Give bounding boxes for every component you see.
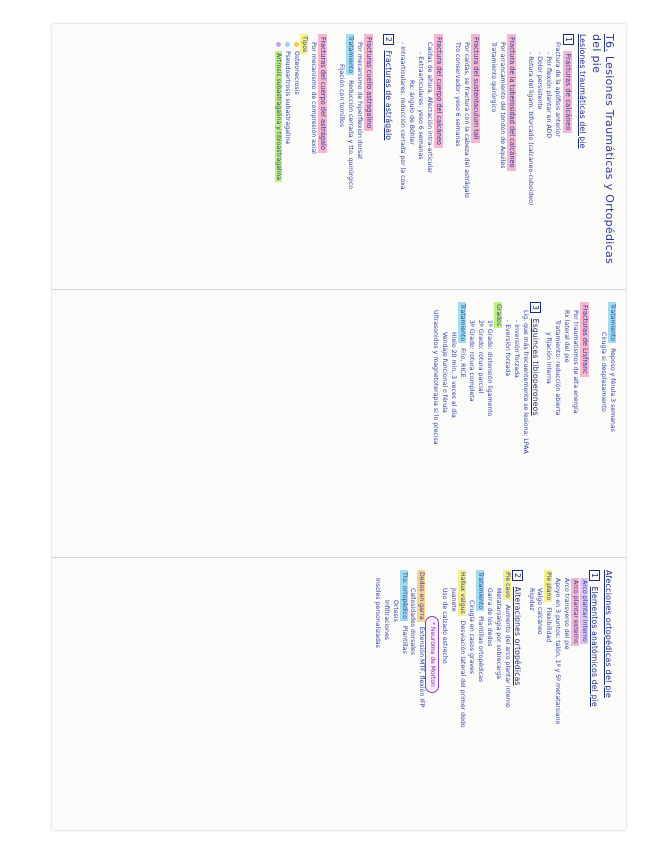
tag-label: Tratamiento bbox=[347, 36, 355, 74]
bullet-icon bbox=[285, 42, 290, 47]
subsection-heading-2 bbox=[512, 570, 523, 822]
text-line: Rx: ángulo de Böhler bbox=[407, 80, 415, 145]
highlight-heading: Fracturas cuello astragalino bbox=[364, 34, 373, 131]
subsection-title: Elementos anatómicos del pie bbox=[590, 586, 599, 707]
list-item: 3º Grado: rotura completa bbox=[468, 320, 476, 402]
tag-text: Arco plantar interno bbox=[581, 580, 588, 642]
text-line: y fijación interna bbox=[545, 332, 553, 384]
tag-label: Tratamiento bbox=[459, 304, 467, 342]
column-2 bbox=[52, 292, 626, 554]
section-number: 2 bbox=[512, 570, 523, 581]
text-line bbox=[425, 570, 439, 822]
section-heading: Lesiones traumáticas del pie bbox=[578, 34, 587, 149]
section-number: 1 bbox=[589, 570, 600, 581]
text-line: Uso de calzado estrecho bbox=[441, 588, 449, 664]
highlight-heading: Fractura del cuerpo del calcáneo bbox=[434, 34, 443, 148]
tag-label: Hallux valgus bbox=[459, 572, 467, 614]
subsection-heading-1 bbox=[562, 34, 574, 278]
text-line: Apoyo en 3 puntos: talón, 1º y 5º metatarsiano bbox=[554, 578, 562, 725]
page-fold-divider bbox=[52, 557, 626, 558]
text-line: Garra de los dedos bbox=[485, 588, 493, 647]
highlight-heading: Fracturas del cuerpo del astrágalo bbox=[318, 34, 327, 153]
bullet-icon bbox=[276, 42, 281, 47]
list-item-text: Osteonecrosis bbox=[292, 51, 300, 95]
tag-text: Arco plantar externo bbox=[572, 580, 580, 644]
text-line bbox=[457, 570, 466, 822]
text-line: Por caídas, se fractura con la cabeza del astrágalo bbox=[462, 42, 470, 199]
text-line: - Extraarticulares: yeso 6 semanas bbox=[416, 52, 424, 160]
text-line: Arco transverso del pie bbox=[563, 578, 571, 650]
text-line: Hielo 20 min, 3 veces al día bbox=[450, 332, 458, 418]
tag-label: Tto. ortopédico bbox=[400, 572, 408, 619]
text-line: Fractura de la apófisis anterior bbox=[554, 42, 561, 137]
page-fold-divider bbox=[52, 289, 626, 290]
tag-label: Dedos en garra bbox=[418, 572, 426, 620]
text-line bbox=[570, 570, 579, 822]
tag-label: Tratamiento bbox=[476, 572, 484, 610]
tag-text: Frío, RICE bbox=[459, 348, 467, 378]
highlight-heading: Fractura del sustentaculum tali bbox=[471, 34, 480, 143]
highlight-heading: Fractura de la tuberosidad del calcáneo bbox=[507, 34, 516, 171]
text-line: - Intraarticulares: reducción cerrada por la coxa bbox=[399, 42, 407, 190]
list-item: 1º Grado: distensión ligamento bbox=[485, 320, 493, 417]
text-line bbox=[543, 570, 552, 822]
text-line: Por mecanismo de hiperflexión dorsal bbox=[356, 42, 364, 159]
column-1 bbox=[52, 24, 626, 286]
tag-text: Plantillas bbox=[400, 625, 408, 654]
text-line: Fijación con tornillos bbox=[338, 64, 346, 127]
title-text: Lesiones Traumáticas y Ortopédicas del pie bbox=[590, 34, 616, 265]
tag-text: Plantillas ortopédicas bbox=[476, 616, 484, 683]
list-item bbox=[282, 34, 291, 278]
bullet-icon bbox=[294, 42, 299, 47]
text-line: Infiltraciones bbox=[382, 600, 390, 640]
text-line: Metatarsalgia por sobrecarga bbox=[494, 588, 502, 679]
text-line: - Eversión forzada bbox=[503, 320, 511, 377]
text-line bbox=[300, 34, 309, 278]
section-number: 3 bbox=[530, 302, 541, 313]
text-line: Cirugía si desplazamiento bbox=[600, 332, 608, 412]
text-line bbox=[579, 570, 588, 822]
text-line: Tratamiento quirúrgico bbox=[490, 42, 498, 113]
subsection-title: Fracturas de calcáneo bbox=[563, 51, 572, 134]
subsection-title: Fracturas de astrágalo bbox=[384, 50, 394, 141]
subsection-title: Alteraciones ortopédicas bbox=[512, 586, 522, 686]
title-number: T6. bbox=[603, 34, 616, 53]
text-line bbox=[399, 570, 408, 822]
text-line: Lig. que más frecuentemente se lesiona: LPAA bbox=[521, 310, 529, 454]
list-item bbox=[273, 34, 282, 278]
tag-text: Flexibilidad bbox=[545, 607, 553, 643]
rotated-notes-canvas bbox=[52, 24, 626, 830]
tag-text: Aumento del arco plantar interno bbox=[503, 604, 511, 708]
text-line bbox=[502, 570, 511, 822]
text-line: Juanete bbox=[450, 588, 458, 612]
text-line: - Inversión forzada bbox=[512, 320, 520, 378]
tag-text: Reposo y férula 3 semanas bbox=[609, 348, 616, 432]
text-line: Ortesis bbox=[391, 600, 399, 622]
text-line: - Dolor persistente bbox=[536, 52, 544, 110]
text-line: Rigidez bbox=[527, 588, 535, 611]
text-line bbox=[493, 302, 502, 546]
list-item-text: Artrosis subastragalina y tibioastragalina bbox=[274, 53, 282, 181]
subsection-heading-3 bbox=[530, 302, 541, 546]
list-item bbox=[291, 34, 300, 278]
tag-label: Pie plano bbox=[545, 572, 553, 601]
text-line: - Por flexión plantar en ADD bbox=[545, 52, 553, 139]
text-line: - Rotura del ligam. bifurcado (calcaneo-cuboideo) bbox=[527, 52, 535, 206]
document-title bbox=[590, 34, 616, 278]
text-line: Caídas de altura. Afectación intra-articular bbox=[425, 42, 433, 174]
subsection-heading-1 bbox=[589, 570, 600, 822]
text-line bbox=[607, 302, 616, 546]
text-line bbox=[345, 34, 354, 278]
text-line: Valgo calcáneo bbox=[536, 588, 544, 635]
text-line: Tto conservador: yeso 6 semanas bbox=[453, 42, 461, 147]
text-line: Tratamiento: reducción abierta bbox=[554, 320, 562, 416]
text-line: Callosidades dorsales bbox=[409, 588, 417, 655]
text-line: Cirugía en casos graves bbox=[468, 600, 476, 674]
text-line: Vendaje funcional o férula bbox=[441, 332, 449, 413]
text-line: Por traumatismos de alta energía bbox=[572, 310, 580, 414]
tag-text: Extensión MTF, flexión IFP bbox=[418, 626, 426, 708]
list-item-text: Pseudoartrosis subastragalina bbox=[283, 51, 291, 145]
text-line: Rx lateral del pie bbox=[563, 310, 571, 363]
list-item: 2º Grado: rotura parcial bbox=[477, 320, 485, 394]
tag-label: Tipos bbox=[301, 36, 309, 53]
tag-text: Desviación lateral del primer dedo bbox=[459, 620, 467, 728]
text-line: Por arrancamiento del tendón de Aquiles bbox=[499, 42, 507, 169]
text-line bbox=[417, 570, 426, 822]
text-line: Insoles personalizadas bbox=[373, 578, 381, 648]
highlight-heading: Fracturas de Lisfranc bbox=[580, 302, 589, 377]
text-line: Por mecanismo de compresión axial bbox=[310, 42, 318, 154]
circled-note: * Neuroma de Morton bbox=[425, 616, 439, 693]
text-line bbox=[475, 570, 484, 822]
subsection-heading-2 bbox=[383, 34, 394, 278]
tag-label: Pie cavo bbox=[503, 572, 511, 598]
tag-text: Reducción cerrada y tto. quirúrgico bbox=[347, 80, 355, 190]
notes-sheet bbox=[52, 24, 626, 830]
column-3 bbox=[52, 560, 626, 830]
subsection-title: Esguinces tibioperoneos bbox=[530, 318, 540, 416]
tag-label: Grados bbox=[494, 304, 502, 327]
text-line: Ultrasonidos y magnetoterapia si lo precisa bbox=[432, 310, 440, 445]
text-line bbox=[457, 302, 466, 546]
tag-label: Tratamiento bbox=[609, 304, 616, 342]
section-number: 2 bbox=[383, 34, 394, 45]
section-number: 1 bbox=[563, 34, 574, 45]
column-title: Afecciones ortopédicas del pie bbox=[604, 570, 613, 699]
